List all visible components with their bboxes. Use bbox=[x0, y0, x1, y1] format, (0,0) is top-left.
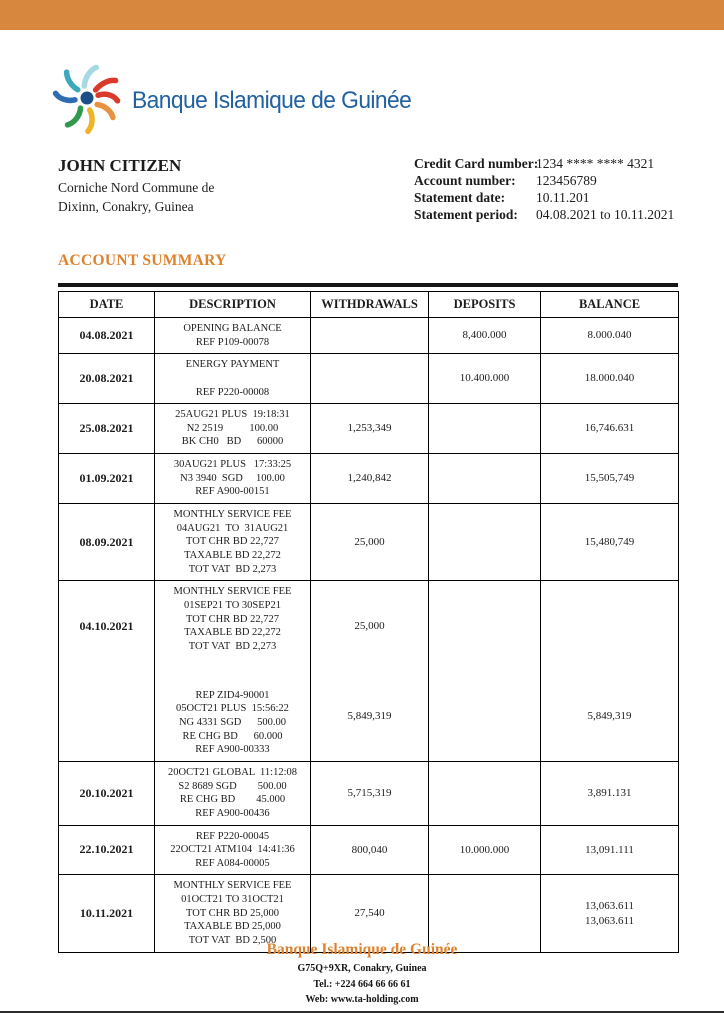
description-line: 25AUG21 PLUS 19:18:31 bbox=[175, 409, 290, 421]
cell-deposits: 8,400.000 bbox=[429, 318, 541, 354]
cell-withdrawals: 25,000 bbox=[311, 504, 429, 581]
cell-withdrawals: 5,849,319 bbox=[311, 671, 429, 761]
table-header-row bbox=[59, 292, 679, 318]
table-row bbox=[59, 825, 679, 875]
description-line: NG 4331 SGD 500.00 bbox=[178, 717, 287, 729]
cell-balance: 16,746.631 bbox=[541, 404, 679, 454]
description-line: REF P109-00078 bbox=[195, 336, 270, 348]
account-info-block bbox=[414, 156, 678, 223]
description-line: 01SEP21 TO 30SEP21 bbox=[183, 599, 282, 611]
description-line: N3 3940 SGD 100.00 bbox=[180, 472, 285, 484]
header-date: DATE bbox=[59, 292, 155, 318]
cell-deposits bbox=[429, 504, 541, 581]
description-line: MONTHLY SERVICE FEE bbox=[173, 509, 292, 521]
description-line: TAXABLE BD 25,000 bbox=[184, 921, 281, 933]
cell-description bbox=[155, 671, 311, 761]
cell-balance: 8.000.040 bbox=[541, 318, 679, 354]
description-line: MONTHLY SERVICE FEE bbox=[173, 880, 292, 892]
cell-balance bbox=[541, 581, 679, 671]
cell-date: 01.09.2021 bbox=[59, 454, 155, 504]
table-top-rule bbox=[58, 283, 678, 287]
description-line: REF A084-00005 bbox=[195, 857, 270, 869]
statement-table-body bbox=[59, 318, 679, 953]
cell-date: 20.08.2021 bbox=[59, 354, 155, 404]
cell-deposits bbox=[429, 581, 541, 671]
customer-block bbox=[58, 156, 214, 223]
cell-withdrawals: 1,253,349 bbox=[311, 404, 429, 454]
cell-withdrawals bbox=[311, 318, 429, 354]
cell-description bbox=[155, 825, 311, 875]
description-line: BK CH0 BD 60000 bbox=[181, 436, 284, 448]
description-line: 04AUG21 TO 31AUG21 bbox=[176, 522, 289, 534]
description-line: 30AUG21 PLUS 17:33:25 bbox=[173, 459, 292, 471]
description-line: TAXABLE BD 22,272 bbox=[184, 627, 281, 639]
table-row bbox=[59, 671, 679, 761]
cell-balance: 18.000.040 bbox=[541, 354, 679, 404]
cell-description bbox=[155, 318, 311, 354]
table-row bbox=[59, 581, 679, 671]
description-line bbox=[157, 372, 308, 386]
description-line: 20OCT21 GLOBAL 11:12:08 bbox=[167, 766, 297, 778]
cell-description bbox=[155, 404, 311, 454]
statement-date-value: 10.11.201 bbox=[536, 190, 590, 205]
table-row bbox=[59, 761, 679, 825]
statement-period-value: 04.08.2021 to 10.11.2021 bbox=[536, 207, 675, 222]
top-accent-bar bbox=[0, 0, 724, 30]
description-line: REP ZID4-90001 bbox=[195, 689, 270, 701]
statement-table bbox=[58, 291, 679, 953]
credit-card-number-label: Credit Card number: bbox=[414, 156, 539, 171]
description-line: TOT CHR BD 25,000 bbox=[186, 907, 279, 919]
customer-address-line2: Dixinn, Conakry, Guinea bbox=[58, 198, 194, 214]
description-line: N2 2519 100.00 bbox=[186, 422, 279, 434]
footer-telephone: Tel.: +224 664 66 66 61 bbox=[313, 978, 411, 990]
description-line: 05OCT21 PLUS 15:56:22 bbox=[176, 703, 289, 715]
statement-table-section bbox=[58, 283, 678, 953]
cell-balance: 13,091.111 bbox=[541, 825, 679, 875]
cell-withdrawals bbox=[311, 354, 429, 404]
description-line: REF A900-00436 bbox=[195, 807, 270, 819]
cell-description bbox=[155, 354, 311, 404]
amount-line: 13,063.611 bbox=[584, 899, 635, 912]
cell-balance: 15,505,749 bbox=[541, 454, 679, 504]
description-line: TOT CHR BD 22,727 bbox=[186, 613, 279, 625]
description-line: TOT VAT BD 2,273 bbox=[188, 640, 277, 652]
bank-name-logo-text: Banque Islamique de Guinée bbox=[132, 86, 412, 114]
account-number-label: Account number: bbox=[414, 173, 516, 188]
description-line: TOT VAT BD 2,500 bbox=[188, 934, 277, 946]
customer-address-line1: Corniche Nord Commune de bbox=[58, 180, 215, 195]
cell-date: 20.10.2021 bbox=[59, 761, 155, 825]
description-line: RE CHG BD 60.000 bbox=[182, 730, 283, 742]
table-row bbox=[59, 454, 679, 504]
cell-date: 25.08.2021 bbox=[59, 404, 155, 454]
bank-logo-starburst-icon bbox=[50, 56, 124, 145]
credit-card-number-value: 1234 **** **** 4321 bbox=[536, 156, 655, 171]
cell-description bbox=[155, 761, 311, 825]
cell-deposits bbox=[429, 404, 541, 454]
description-line: S2 8689 SGD 500.00 bbox=[178, 780, 287, 792]
description-line: REF A900-00333 bbox=[195, 744, 270, 756]
bottom-rule bbox=[0, 1011, 724, 1013]
cell-withdrawals: 1,240,842 bbox=[311, 454, 429, 504]
cell-date bbox=[59, 671, 155, 761]
description-line: 01OCT21 TO 31OCT21 bbox=[181, 894, 284, 906]
cell-date: 04.08.2021 bbox=[59, 318, 155, 354]
description-line bbox=[157, 675, 308, 689]
header-withdrawals: WITHDRAWALS bbox=[311, 292, 429, 318]
customer-name: JOHN CITIZEN bbox=[58, 156, 182, 175]
description-line: OPENING BALANCE bbox=[183, 323, 282, 334]
table-row bbox=[59, 354, 679, 404]
table-row bbox=[59, 504, 679, 581]
cell-balance: 15,480,749 bbox=[541, 504, 679, 581]
cell-deposits bbox=[429, 671, 541, 761]
cell-balance: 3,891.131 bbox=[541, 761, 679, 825]
account-summary-title: ACCOUNT SUMMARY bbox=[58, 252, 227, 269]
statement-info-row bbox=[58, 156, 678, 223]
description-line: REF P220-00045 bbox=[195, 830, 270, 842]
description-line: TOT VAT BD 2,273 bbox=[188, 563, 277, 575]
cell-withdrawals: 800,040 bbox=[311, 825, 429, 875]
header-deposits: DEPOSITS bbox=[429, 292, 541, 318]
description-line: 22OCT21 ATM104 14:41:36 bbox=[170, 844, 295, 856]
statement-period-label: Statement period: bbox=[414, 207, 518, 222]
bank-logo-row bbox=[50, 56, 426, 145]
amount-line: 13,063.611 bbox=[584, 914, 635, 927]
cell-description bbox=[155, 504, 311, 581]
description-line: REF A900-00151 bbox=[195, 486, 270, 498]
cell-deposits: 10.000.000 bbox=[429, 825, 541, 875]
table-row bbox=[59, 318, 679, 354]
cell-date: 08.09.2021 bbox=[59, 504, 155, 581]
statement-date-label: Statement date: bbox=[414, 190, 506, 205]
description-line: MONTHLY SERVICE FEE bbox=[173, 586, 292, 598]
cell-withdrawals: 25,000 bbox=[311, 581, 429, 671]
cell-withdrawals: 27,540 bbox=[311, 875, 429, 952]
description-line: RE CHG BD 45.000 bbox=[179, 794, 286, 806]
cell-deposits: 10.400.000 bbox=[429, 354, 541, 404]
cell-description bbox=[155, 581, 311, 671]
header-balance: BALANCE bbox=[541, 292, 679, 318]
table-row bbox=[59, 404, 679, 454]
description-line bbox=[157, 653, 308, 667]
account-number-value: 123456789 bbox=[536, 173, 597, 188]
footer-website: Web: www.ta-holding.com bbox=[305, 994, 419, 1005]
cell-description bbox=[155, 454, 311, 504]
cell-date: 04.10.2021 bbox=[59, 581, 155, 671]
cell-date: 22.10.2021 bbox=[59, 825, 155, 875]
header-description: DESCRIPTION bbox=[155, 292, 311, 318]
cell-date: 10.11.2021 bbox=[59, 875, 155, 952]
description-line: TOT CHR BD 22,727 bbox=[186, 536, 279, 548]
page-footer bbox=[0, 941, 724, 1008]
footer-bank-name: Banque Islamique de Guinée bbox=[266, 941, 458, 958]
cell-deposits bbox=[429, 761, 541, 825]
description-line: TAXABLE BD 22,272 bbox=[184, 549, 281, 561]
cell-balance: 5,849,319 bbox=[541, 671, 679, 761]
description-line: REF P220-00008 bbox=[195, 386, 270, 398]
footer-address: G75Q+9XR, Conakry, Guinea bbox=[297, 963, 427, 974]
cell-deposits bbox=[429, 454, 541, 504]
description-line: ENERGY PAYMENT bbox=[185, 359, 280, 371]
cell-withdrawals: 5,715,319 bbox=[311, 761, 429, 825]
